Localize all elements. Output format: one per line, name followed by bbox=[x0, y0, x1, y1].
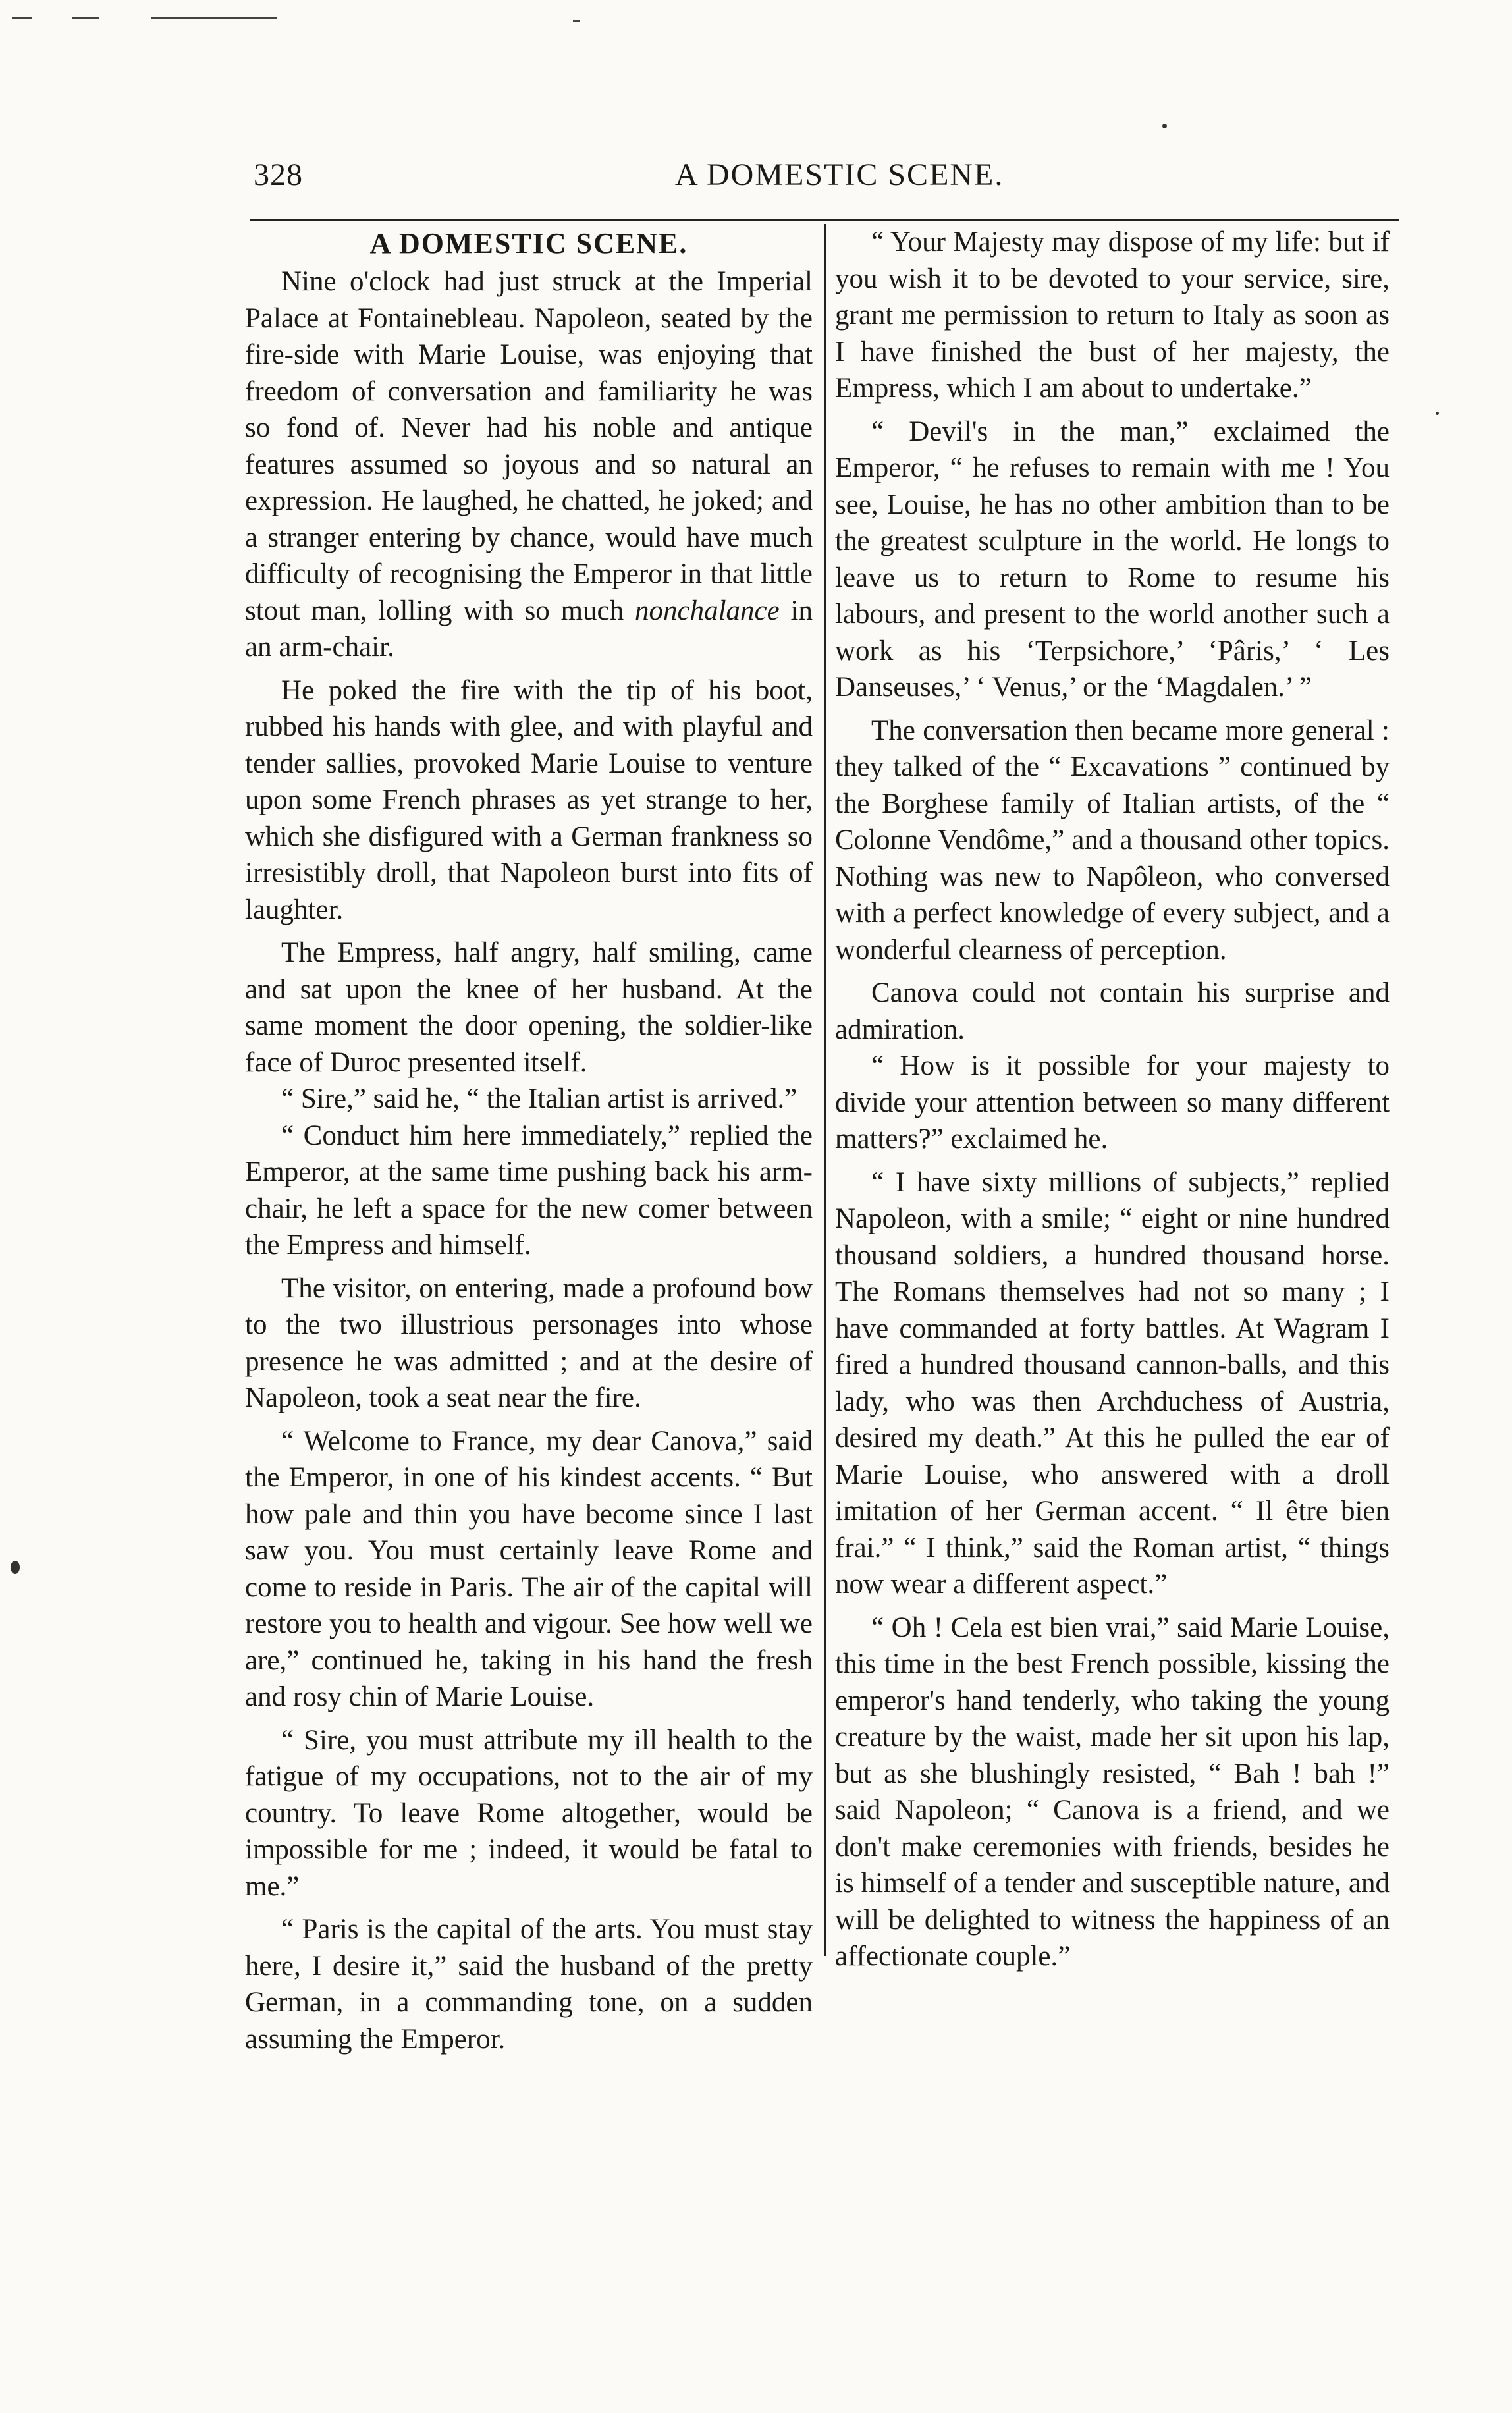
paragraph: “ Conduct him here immediately,” replied the Emperor, at the same time pushing back his arm-chair, he left a space for the new comer between the Empress and himself. bbox=[245, 1120, 813, 1261]
paragraph: He poked the fire with the tip of his boot, rubbed his hands with glee, and with playful and tender sallies, provoked Marie Louise to venture upon some French phrases as yet strange to her, which she disfigured with a German frankness so irresistibly droll, that Napoleon burst into fits of laughter. bbox=[245, 674, 813, 925]
paragraph: “ Sire,” said he, “ the Italian artist is arrived.” bbox=[281, 1083, 797, 1114]
scan-mark bbox=[573, 20, 580, 22]
column-divider bbox=[824, 224, 826, 1956]
paragraph: “ How is it possible for your majesty to divide your attention between so many different matters?” exclaimed he. bbox=[835, 1050, 1390, 1154]
running-title: A DOMESTIC SCENE. bbox=[675, 157, 1004, 192]
paragraph: “ I have sixty millions of subjects,” replied Napoleon, with a smile; “ eight or nine hundred thousand soldiers, a hundred thousand horse. The Romans themselves had not so many ; I have commanded at forty battles. At Wagram I fired a hundred thousand cannon-balls, and this lady, who was then Archduchess of Austria, desired my death.” At this he pulled the ear of Marie Louise, who answered with a droll imitation of her German accent. “ Il être bien frai.” “ I think,” said the Roman artist, “ things now wear a different aspect.” bbox=[835, 1166, 1390, 1600]
right-column bbox=[835, 224, 1390, 1982]
italic-word: nonchalance bbox=[635, 595, 780, 626]
paragraph: “ Devil's in the man,” exclaimed the Emperor, “ he refuses to remain with me ! You see, Louise, he has no other ambition than to be the greatest sculpture in the world. He longs to leave us to return to Rome to resume his labours, and present to the world another such a work as his ‘Terpsichore,’ ‘Pâris,’ ‘ Les Danseuses,’ ‘ Venus,’ or the ‘Magdalen.’ ” bbox=[835, 416, 1390, 703]
scan-mark bbox=[72, 17, 99, 19]
paragraph: Nine o'clock had just struck at the Imperial Palace at Fontainebleau. Napoleon, seated by the fire-side with Marie Louise, was enjoying that freedom of conversation and familiarity he was so fond of. Never had his noble and antique features assumed so joyous and so natural an expression. He laughed, he chatted, he joked; and a stranger entering by chance, would have much difficulty of recognising the Emperor in that little stout man, lolling with so much nonchalance in an arm-chair. bbox=[245, 266, 813, 663]
scan-speck bbox=[11, 1561, 20, 1574]
paragraph: “ Oh ! Cela est bien vrai,” said Marie Louise, this time in the best French possible, kissing the emperor's hand tenderly, who taking the young creature by the waist, made her sit upon his lap, but as she blushingly resisted, “ Bah ! bah !” said Napoleon; “ Canova is a friend, and we don't make ceremonies with friends, besides he is himself of a tender and susceptible nature, and will be delighted to witness the happiness of an affectionate couple.” bbox=[835, 1612, 1390, 1972]
paragraph: Canova could not contain his surprise and admiration. bbox=[835, 977, 1390, 1045]
page-header bbox=[254, 157, 1396, 211]
scan-mark bbox=[151, 17, 277, 19]
paragraph: The conversation then became more general : they talked of the “ Excavations ” continued by the Borghese family of Italian artists, of the “ Colonne Vendôme,” and a thousand other topics. Nothing was new to Napôleon, who conversed with a perfect knowledge of every subject, and a wonderful clearness of perception. bbox=[835, 715, 1390, 965]
paragraph: The Empress, half angry, half smiling, came and sat upon the knee of her husband. At the same moment the door opening, the soldier-like face of Duroc presented itself. bbox=[245, 937, 813, 1078]
scan-speck bbox=[1162, 124, 1167, 128]
paragraph: “ Sire, you must attribute my ill health to the fatigue of my occupations, not to the air of my country. To leave Rome altogether, would be impossible for me ; indeed, it would be fatal to me.” bbox=[245, 1724, 813, 1902]
paragraph: “ Paris is the capital of the arts. You must stay here, I desire it,” said the husband of the pretty German, in a commanding tone, on a sudden assuming the Emperor. bbox=[245, 1914, 813, 2055]
article-title: A DOMESTIC SCENE. bbox=[369, 227, 688, 259]
paragraph: “ Welcome to France, my dear Canova,” said the Emperor, in one of his kindest accents. “ But how pale and thin you have become since I last saw you. You must certainly leave Rome and come to reside in Paris. The air of the capital will restore you to health and vigour. See how well we are,” continued he, taking in his hand the fresh and rosy chin of Marie Louise. bbox=[245, 1425, 813, 1712]
scan-mark bbox=[12, 17, 32, 19]
header-rule bbox=[250, 219, 1399, 221]
page-number: 328 bbox=[254, 157, 303, 192]
paragraph: “ Your Majesty may dispose of my life: but if you wish it to be devoted to your service, sire, grant me permission to return to Italy as soon as I have finished the bust of her majesty, the Empress, which I am about to undertake.” bbox=[835, 227, 1390, 404]
scan-speck bbox=[1436, 412, 1439, 415]
paragraph: The visitor, on entering, made a profound bow to the two illustrious personages into whose presence he was admitted ; and at the desire of Napoleon, took a seat near the fire. bbox=[245, 1272, 813, 1413]
left-column bbox=[245, 224, 813, 2064]
